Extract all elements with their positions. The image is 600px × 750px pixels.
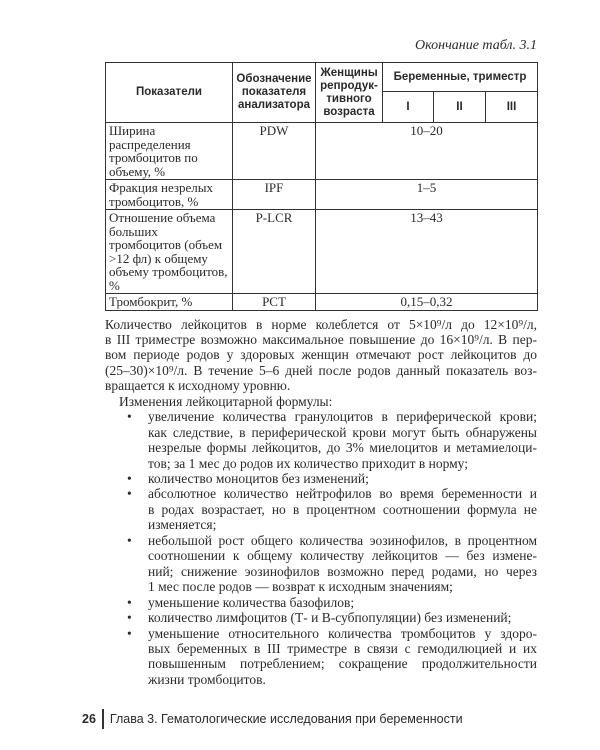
text-line: вом периоде родов у здоровых женщин отмечают рост лейкоцитов до <box>105 347 537 363</box>
list-item <box>105 533 537 595</box>
header-trimester-1: I <box>383 92 434 123</box>
row-value: 10–20 <box>316 123 538 180</box>
text-line: абсолютное количество нейтрофилов во время беременности и <box>148 486 537 502</box>
footer-divider <box>102 709 104 729</box>
row-name: Фракция незрелых тромбоцитов, % <box>106 180 233 210</box>
row-name: Тромбокрит, % <box>106 294 233 311</box>
text-line: повышенным потреблением; сокращение продолжительности <box>148 656 537 672</box>
table-caption: Окончание табл. 3.1 <box>415 38 537 53</box>
leukocyte-paragraph <box>105 317 537 394</box>
row-value: 1–5 <box>316 180 538 210</box>
text-line: в родах возрастает, но в процентном соотношении формула не <box>148 501 537 517</box>
list-intro: Изменения лейкоцитарной формулы: <box>119 393 333 409</box>
bullet-list <box>105 409 537 687</box>
text-line: как следствие, в периферической крови могут быть обнаружены <box>148 424 537 440</box>
body-text <box>105 317 537 688</box>
row-value: 0,15–0,32 <box>316 294 538 311</box>
row-code: PDW <box>233 123 316 180</box>
bullet-icon: • <box>127 532 132 548</box>
table-row <box>106 180 538 210</box>
text-line: уменьшение количества базофилов; <box>148 594 355 610</box>
table-row <box>106 123 538 180</box>
bullet-icon: • <box>127 409 132 425</box>
text-line: ний; снижение эозинофилов возможно перед родами, но через <box>148 563 537 579</box>
text-line: 1 мес после родов — возврат к исходным значениям; <box>148 579 453 595</box>
text-line: вых беременных в III триместре в связи с гемодилюцией и их <box>148 641 537 657</box>
list-item <box>105 595 537 610</box>
table-row <box>106 294 538 311</box>
header-indicator: Показатели <box>106 63 233 123</box>
text-line: небольшой рост общего количества эозинофилов, в процентном <box>148 532 537 548</box>
row-name: Отношение объема больших тромбоцитов (объем >12 фл) к общему объему тромбоцитов, % <box>106 210 233 294</box>
bullet-icon: • <box>127 471 132 487</box>
page-column <box>82 62 537 729</box>
bullet-icon: • <box>127 610 132 626</box>
header-reproductive: Женщины репродук-тивного возраста <box>316 63 383 123</box>
list-item <box>105 626 537 688</box>
chapter-title: Глава 3. Гематологические исследования при беременности <box>109 712 463 727</box>
table-row <box>106 210 538 294</box>
list-item <box>105 610 537 625</box>
text-line: тов; за 1 мес до родов их количество приходит в норму; <box>148 455 468 471</box>
text-line: увеличение количества гранулоцитов в периферической крови; <box>148 409 537 425</box>
row-value: 13–43 <box>316 210 538 294</box>
text-line: вращается к исходному уровню. <box>105 378 291 394</box>
text-line: в III триместре возможно максимальное повышение до 16×10⁹/л. В пер- <box>105 331 537 347</box>
text-line: соотношении к общему количеству лейкоцитов — без измене- <box>148 548 537 564</box>
list-item <box>105 471 537 486</box>
text-line: уменьшение относительного количества тромбоцитов у здоро- <box>148 625 537 641</box>
bullet-icon: • <box>127 486 132 502</box>
header-trimester-2: II <box>434 92 486 123</box>
text-line: количество моноцитов без изменений; <box>148 471 369 487</box>
text-line: (25–30)×10⁹/л. В течение 5–6 дней после родов данный показатель воз- <box>105 362 537 378</box>
page-footer <box>82 709 537 729</box>
reference-table <box>105 62 538 311</box>
text-line: жизни тромбоцитов. <box>148 671 266 687</box>
header-analyzer: Обозначение показателя анализатора <box>233 63 316 123</box>
text-line: незрелые формы лейкоцитов, до 3% миелоцитов и метамиелоци- <box>148 440 537 456</box>
row-name: Ширина распределения тромбоцитов по объему, % <box>106 123 233 180</box>
list-item <box>105 486 537 532</box>
list-item <box>105 409 537 471</box>
bullet-icon: • <box>127 594 132 610</box>
text-line: количество лимфоцитов (Т- и В-субпопуляции) без изменений; <box>148 610 512 626</box>
text-line: изменяется; <box>148 517 217 533</box>
header-trimester-3: III <box>486 92 538 123</box>
row-code: IPF <box>233 180 316 210</box>
header-pregnant: Беременные, триместр <box>383 63 538 92</box>
row-code: PCT <box>233 294 316 311</box>
page-number: 26 <box>82 712 96 727</box>
text-line: Количество лейкоцитов в норме колеблется от 5×10⁹/л до 12×10⁹/л, <box>105 316 537 332</box>
bullet-icon: • <box>127 625 132 641</box>
row-code: P-LCR <box>233 210 316 294</box>
